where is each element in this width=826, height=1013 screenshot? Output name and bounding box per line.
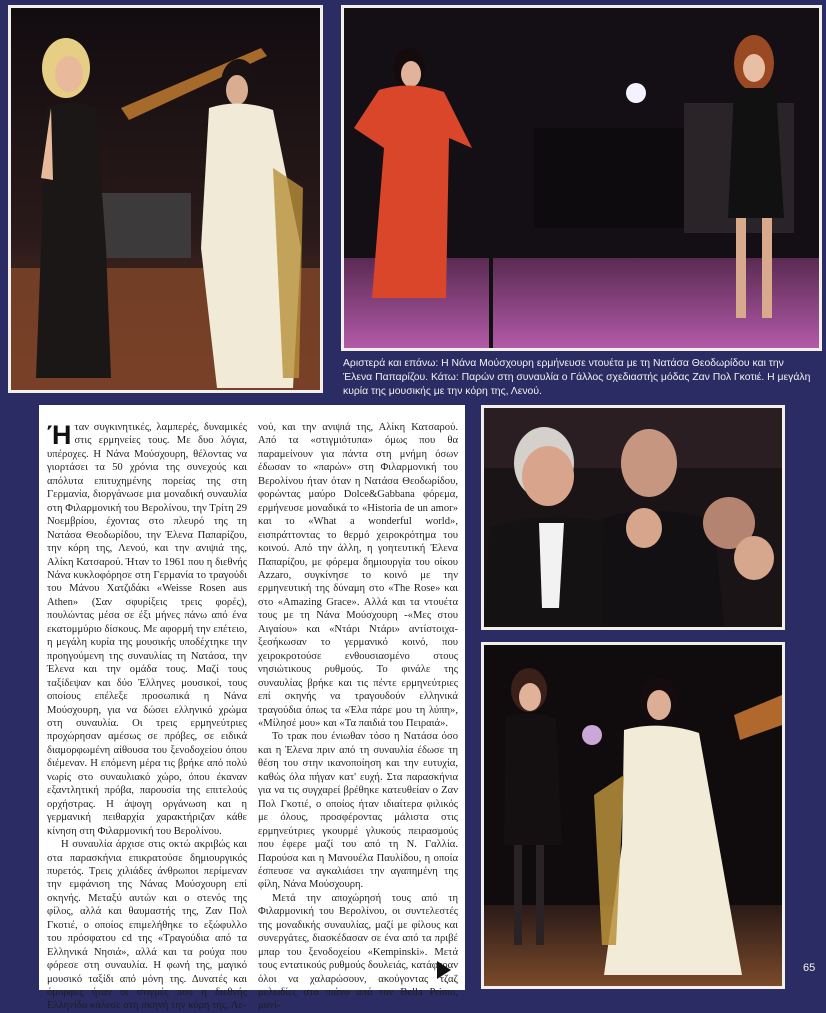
article-paragraph-text: ταν συγκινητικές, λαμπερές, δυναμικές στις ερμηνείες τους. Με δυο λόγια, υπέροχες. Η Νάνα Μούσχουρη, θέλοντας να γιορτάσει τα 50 χρόνια της συνεχούς και απόλυτα επιτυχημένης πορείας της στη Γερμανία, διοργάνωσε μια μοναδική συναυλία στη Φιλαρμονική του Βερολίνου, την Τρίτη 29 Νοεμβρίου, έχοντας στο πλευρό της τη Νατάσα Θεοδωρίδου, την Έλενα Παπαρίζου, την κόρη της, Λενού, και την ανιψιά της, Αλίκη Κατσαρού. Ήταν το 1961 που η διεθνής Νάνα κυκλοφόρησε στη Γερμανία το τραγούδι του Μάνου Χατζιδάκι «Weisse Rosen aus Athen» (Σαν σφυρίξεις τρεις φορές), πουλώντας μέσα σε έξι μήνες πάνω από ένα εκατομμύριο δίσκους. Με αφορμή την επέτειο, η μεγάλη κυρία της μουσικής υποδέχτηκε την προηγούμενη της συναυλίας τη Νατάσα, την Έλενα και την ομάδα τους. Μαζί τους ταξίδεψαν και δύο Έλληνες μουσικοί, τους οποίους επέλεξε προσωπικά η Νάνα Μούσχουρη, για να δώσει ελληνικό χρώμα στη συναυλία. Οι τρεις ερμηνεύτριες προχώρησαν αμέσως σε πρόβες, σε ειδικά διαμορφωμένη αίθουσα του ξενοδοχείου όπου διέμεναν. Η επόμενη μέρα τις βρήκε από πολύ νωρίς στο συναυλιακό χώρο, όπου έκαναν εξαντλητική πρόβα, παρουσία της επιτελούς ορχήστρας. Η άψογη οργάνωση και η γερμανική πειθαρχία χαρακτήριζαν κάθε κίνηση στη Φιλαρμονική του Βερολίνου. xyxy=(47,422,247,837)
photo-mother-daughter xyxy=(481,642,785,989)
photo-guests-applauding xyxy=(481,405,785,630)
article-paragraph: Μετά την αποχώρησή τους από τη Φιλαρμονική του Βερολίνου, οι συντελεστές της μοναδικής συναυλίας, μαζί με φίλους και συνεργάτες, διασκέδασαν σε ένα από τα πριβέ μπαρ του ξενοδοχείου «Kempinski». Μετά τους εντατικούς ρυθμούς δουλειάς, κατάφεραν όλοι να χαλαρώσουν, ακούγοντας τζαζ μελωδίες στο πιάνο από τον Bella Primo, μανί- xyxy=(258,892,458,1012)
article-text-box xyxy=(39,405,465,1012)
photo-duet-right-image xyxy=(344,8,819,348)
article-paragraph: Το τρακ που ένιωθαν τόσο η Νατάσα όσο και η Έλενα πριν από τη συναυλία έδωσε τη θέση του στην ικανοποίηση και την ευτυχία, καθώς όλα πήγαν κατ' ευχή. Στα παρασκήνια για να τις συγχαρεί βρέθηκε κατευθείαν ο Ζαν Πολ Γκοτιέ, ο οποίος ήταν ιδιαίτερα φιλικός με όλους, προσφέροντας μάλιστα στις ερμηνεύτριες γκουρμέ γλυκούς πειρασμούς που έφερε μαζί του από τη Ν. Γαλλία. Παρούσα και η Μανουέλα Παυλίδου, η οποία έσπευσε να αγκαλιάσει την αγαπημένη της φίλη, Νάνα Μούσχουρη. xyxy=(258,731,458,891)
continue-arrow-icon xyxy=(437,961,451,979)
article-column-2 xyxy=(258,421,458,1013)
photo-duet-right xyxy=(341,5,822,351)
photo-duet-left-image xyxy=(11,8,320,390)
photo-mother-daughter-image xyxy=(484,645,782,986)
article-paragraph xyxy=(47,421,247,838)
page-number: 65 xyxy=(803,962,816,974)
article-paragraph: νού, και την ανιψιά της, Αλίκη Κατσαρού. Από τα «στιγμιότυπα» όμως που θα παραμείνουν για πάντα στη μνήμη όσων έδωσαν το «παρών» στη Φιλαρμονική του Βερολίνου ήταν όταν η Νατάσα Θεοδωρίδου, φορώντας μαύρο Dolce&Gabbana φόρεμα, ερμήνευσε μοναδικά το «Historia de un amor» και το «What a wonderful world», εισπράττοντας το θερμό χειροκρότημα του κοινού. Από την άλλη, η γοητευτική Έλενα Παπαρίζου, με φόρεμα δημιουργία του οίκου Azzaro, συγκίνησε το κοινό με την ερμηνευτική της δύναμη στο «The Rose» και στο «Amazing Grace». Αλλά και τα ντουέτα τους με τη Νάνα Μούσχουρη -«Μες στου Αιγαίου» και «Ντάρι Ντάρι» αντίστοιχα- ξεσήκωσαν το γερμανικό κοινό, που χειροκροτούσε ενθουσιασμένο στους νησιώτικους ρυθμούς. Το φινάλε της συναυλίας βρήκε και τις πέντε ερμηνεύτριες επί σκηνής να τραγουδούν ελληνικά τραγούδια όπως τα «Έλα πάρε μου τη λύπη», «Μίλησέ μου» και «Τα παιδιά του Πειραιά». xyxy=(258,422,458,729)
photo-duet-left xyxy=(8,5,323,393)
article-paragraph: Η συναυλία άρχισε στις οκτώ ακριβώς και στα παρασκήνια επικρατούσε δημιουργικός πυρετός. Τρεις χιλιάδες άνθρωποι περίμεναν την εμφάνιση της Νάνας Μούσχουρη επί σκηνής. Μεταξύ αυτών και ο στενός της φίλος, αλλά και θαυμαστής της, Ζαν Πολ Γκοτιέ, ο οποίος επιμελήθηκε το εξώφυλλο του πρόσφατου cd της «Τραγούδια από τα Ελληνικά Νησιά», αλλά και τα ρούχα που φόρεσε στη συναυλία. Η φωνή της, μαγικό μουσικό ταξίδι από μόνη της. Δυνατές και όμορφες ήταν οι στιγμές που η διεθνής Ελληνίδα κάλεσε στη σκηνή την κόρη της, Λε- xyxy=(47,839,247,1012)
photo-guests-applauding-image xyxy=(484,408,782,627)
article-column-1 xyxy=(47,421,247,1013)
photo-caption: Αριστερά και επάνω: Η Νάνα Μούσχουρη ερμήνευσε ντουέτα με τη Νατάσα Θεοδωρίδου και την Έλενα Παπαρίζου. Κάτω: Παρών στη συναυλία ο Γάλλος σχεδιαστής μόδας Ζαν Πολ Γκοτιέ. Η μεγάλη κυρία της μουσικής με την κόρη της, Λενού. xyxy=(343,358,811,397)
dropcap: Ή xyxy=(47,420,72,450)
